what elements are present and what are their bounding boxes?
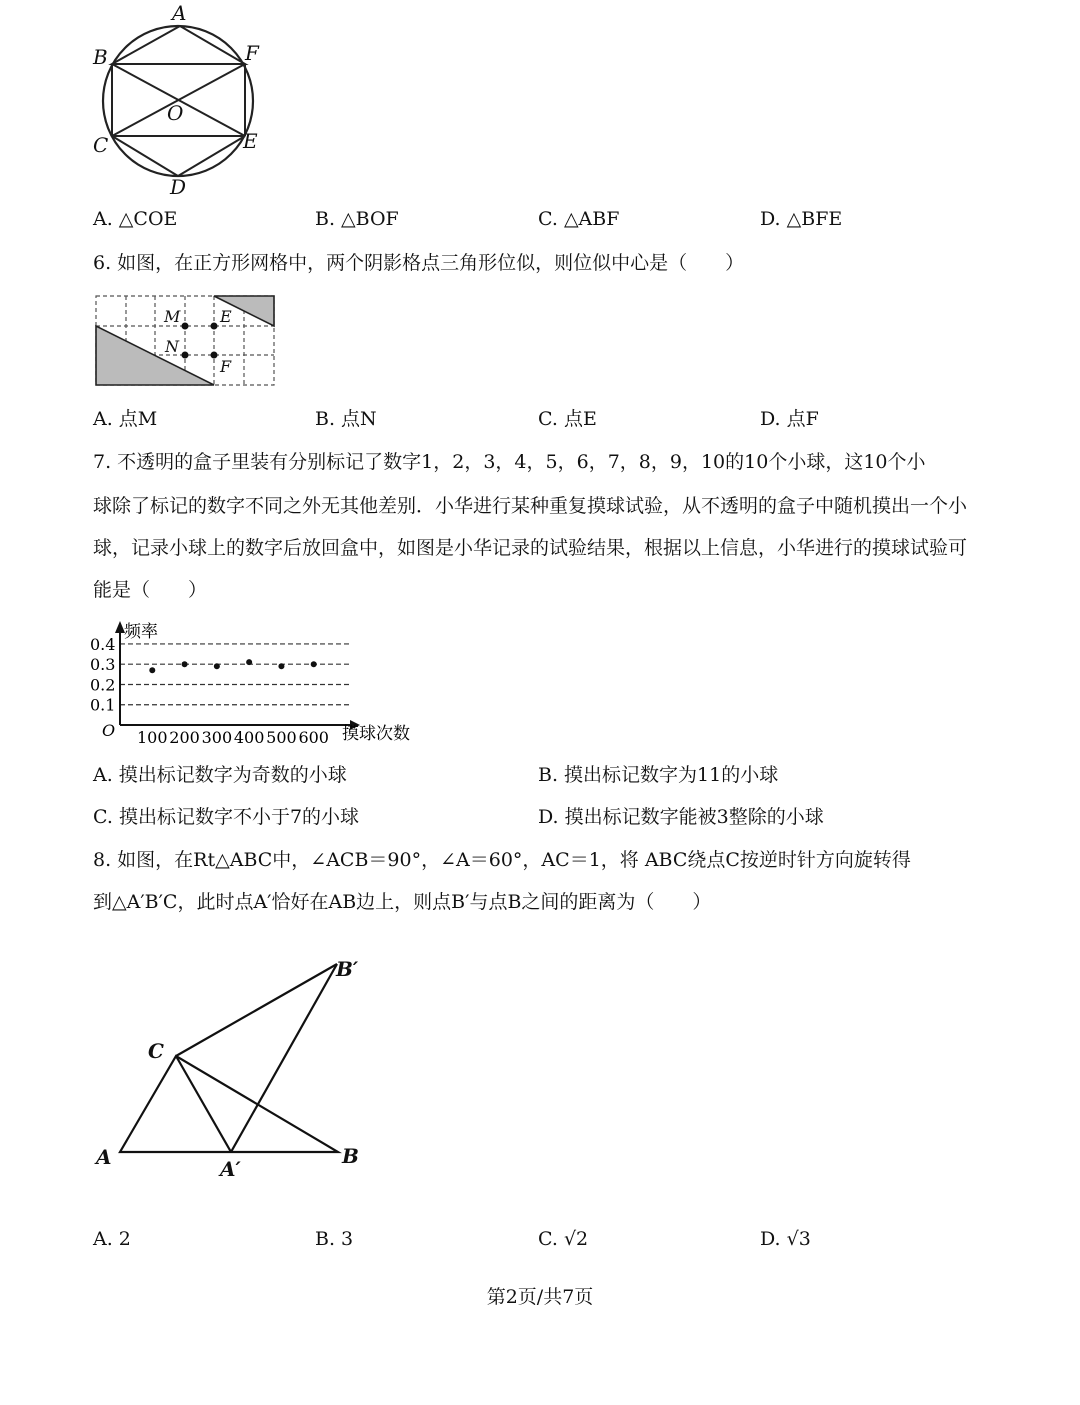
q6-option-b[interactable]: B. 点N: [315, 408, 377, 430]
q5-option-b[interactable]: B. △BOF: [315, 208, 399, 230]
frequency-chart: [88, 615, 433, 750]
x-tick-label: 400: [233, 728, 265, 747]
q6-stem: 6. 如图，在正方形网格中，两个阴影格点三角形位似，则位似中心是（ ）: [93, 252, 745, 274]
y-tick-label: 0.3: [90, 655, 116, 675]
label-f: F: [245, 41, 259, 65]
data-point: [149, 667, 155, 673]
label-b: B: [93, 45, 108, 69]
label-e: E: [243, 129, 258, 153]
q6-grid-figure: [90, 290, 285, 390]
label-c8: C: [148, 1039, 164, 1063]
segment-ca-prime: [176, 1056, 231, 1152]
q6-option-c[interactable]: C. 点E: [538, 408, 597, 430]
origin-label: O: [102, 721, 116, 740]
label-n: N: [165, 337, 179, 356]
y-tick-label: 0.2: [90, 675, 116, 695]
data-point: [246, 659, 252, 665]
label-b-prime: B′: [336, 957, 359, 981]
q7-stem-line-2: 球除了标记的数字不同之外无其他差别．小华进行某种重复摸球试验，从不透明的盒子中随机摸出一个小: [93, 495, 968, 517]
q5-option-d[interactable]: D. △BFE: [760, 208, 843, 230]
segment-cb-prime: [176, 964, 337, 1056]
q8-option-c[interactable]: C. √2: [538, 1228, 589, 1250]
triangle-abf: [112, 26, 245, 64]
q7-option-c[interactable]: C. 摸出标记数字不小于7的小球: [93, 806, 360, 828]
data-point: [311, 661, 317, 667]
data-point: [182, 661, 188, 667]
x-tick-label: 600: [298, 728, 329, 747]
point-e: [211, 323, 218, 330]
q8-option-b[interactable]: B. 3: [315, 1228, 354, 1250]
q8-option-a[interactable]: A. 2: [93, 1228, 131, 1250]
label-a-prime: A′: [220, 1157, 241, 1181]
q5-option-c[interactable]: C. △ABF: [538, 208, 620, 230]
segment-a-prime-b-prime: [231, 964, 337, 1152]
y-tick-label: 0.1: [90, 695, 116, 715]
q6-option-a[interactable]: A. 点M: [93, 408, 158, 430]
x-tick-label: 200: [169, 728, 200, 747]
q7-stem-line-1: 7. 不透明的盒子里装有分别标记了数字1，2，3，4，5，6，7，8，9，10的10个小球，这10个小: [93, 451, 926, 473]
label-e6: E: [220, 307, 232, 326]
y-tick-label: 0.4: [90, 634, 116, 654]
x-axis-label: 摸球次数: [342, 724, 410, 744]
label-o: O: [167, 101, 184, 125]
q8-stem-line-1: 8. 如图，在Rt△ABC中，∠ACB＝90°，∠A＝60°，AC＝1，将 ABC绕点C按逆时针方向旋转得: [93, 849, 911, 871]
label-f6: F: [220, 357, 232, 376]
y-axis-label: 频率: [124, 622, 158, 642]
label-a: A: [172, 1, 187, 25]
triangle-abc: [120, 1056, 338, 1152]
q8-stem-line-2: 到△A′B′C，此时点A′恰好在AB边上，则点B′与点B之间的距离为（ ）: [93, 891, 712, 913]
x-tick-label: 100: [137, 728, 168, 747]
page-footer: 第2页/共7页: [486, 1286, 594, 1308]
label-b8: B: [342, 1144, 359, 1168]
label-d: D: [170, 175, 187, 199]
segment-de: [178, 136, 245, 176]
q8-figure: [90, 950, 380, 1190]
q7-stem-line-3: 球，记录小球上的数字后放回盒中，如图是小华记录的试验结果，根据以上信息，小华进行的摸球试验可: [93, 537, 968, 559]
x-tick-label: 300: [201, 728, 233, 747]
label-m: M: [164, 307, 181, 326]
q7-option-d[interactable]: D. 摸出标记数字能被3整除的小球: [538, 806, 824, 828]
q5-option-a[interactable]: A. △COE: [93, 208, 178, 230]
q7-option-b[interactable]: B. 摸出标记数字为11的小球: [538, 764, 779, 786]
data-point: [214, 663, 220, 669]
q5-figure: [85, 0, 275, 200]
point-m: [182, 323, 189, 330]
q7-stem-line-4: 能是（ ）: [93, 579, 208, 601]
data-point: [278, 663, 284, 669]
q8-option-d[interactable]: D. √3: [760, 1228, 811, 1250]
label-a8: A: [96, 1145, 112, 1169]
label-c: C: [93, 133, 109, 157]
q7-option-a[interactable]: A. 摸出标记数字为奇数的小球: [93, 764, 347, 786]
x-tick-label: 500: [266, 728, 297, 747]
q6-option-d[interactable]: D. 点F: [760, 408, 819, 430]
point-f: [211, 352, 218, 359]
segment-cd: [112, 136, 178, 176]
point-n: [182, 352, 189, 359]
